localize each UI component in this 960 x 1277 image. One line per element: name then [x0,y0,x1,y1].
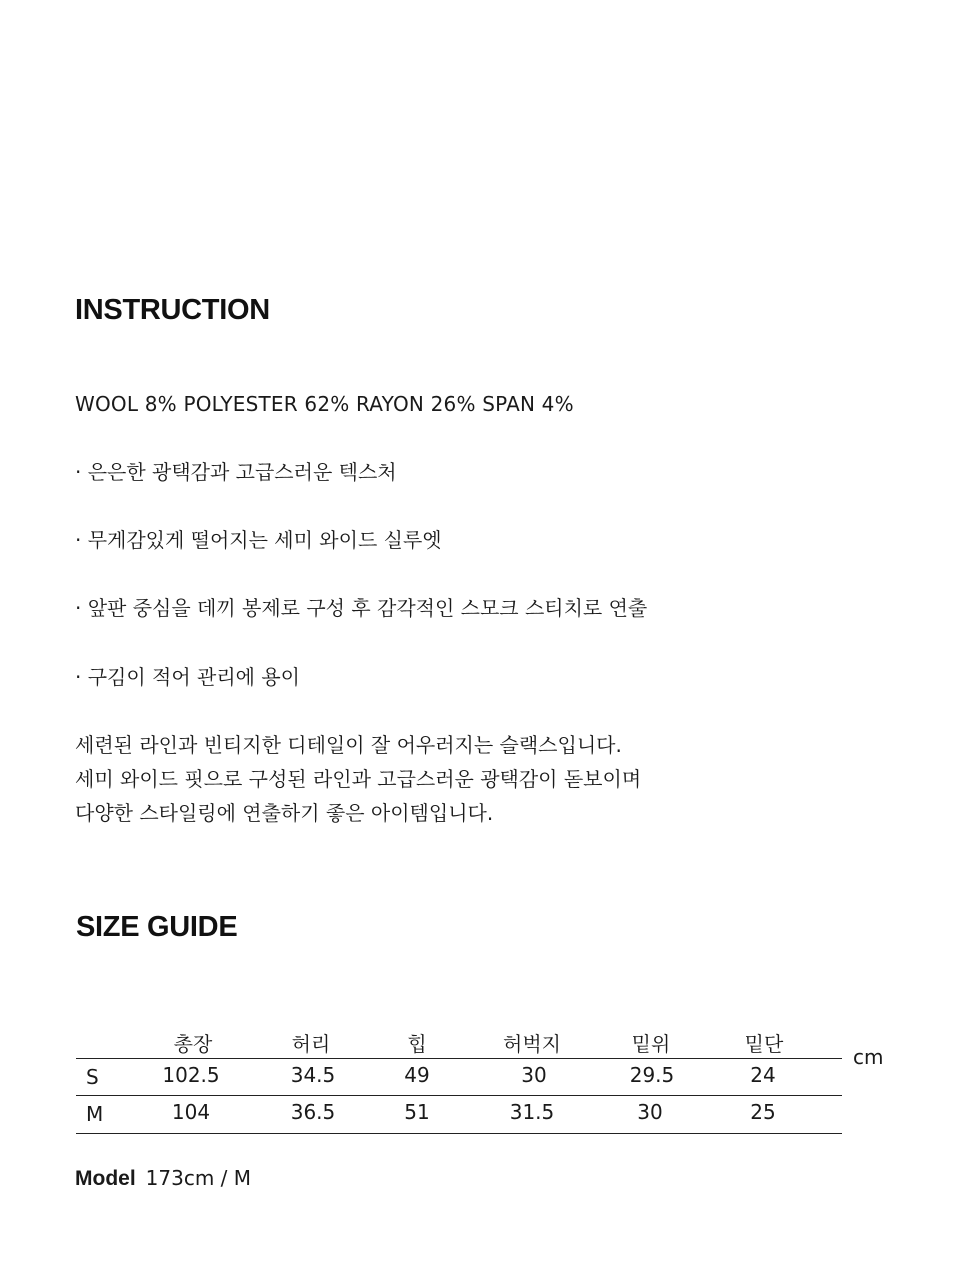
size-label: S [86,1065,99,1089]
column-header: 밑위 [631,1032,671,1056]
table-cell: 30 [521,1063,547,1087]
table-cell: 49 [404,1063,430,1087]
model-value: 173cm / M [145,1166,252,1190]
description-line: 세련된 라인과 빈티지한 디테일이 잘 어우러지는 슬랙스입니다. [75,733,622,757]
feature-bullet: · 구김이 적어 관리에 용이 [75,665,300,689]
feature-bullet: · 앞판 중심을 데끼 봉제로 구성 후 감각적인 스모크 스티치로 연출 [75,596,648,620]
model-label: Model [75,1167,136,1190]
table-cell: 24 [750,1063,776,1087]
size-table [76,1026,842,1134]
size-table-header [76,1026,842,1059]
table-cell: 34.5 [290,1063,336,1087]
table-cell: 102.5 [162,1063,220,1087]
table-row [76,1096,842,1134]
unit-label: cm [853,1045,884,1069]
column-header: 힙 [407,1032,427,1056]
description-line: 다양한 스타일링에 연출하기 좋은 아이템입니다. [75,801,494,825]
column-header: 총장 [173,1032,213,1056]
table-cell: 36.5 [290,1100,336,1124]
size-guide-title: SIZE GUIDE [76,911,238,943]
column-header: 밑단 [744,1032,784,1056]
description-line: 세미 와이드 핏으로 구성된 라인과 고급스러운 광택감이 돋보이며 [75,767,642,791]
fabric-composition: WOOL 8% POLYESTER 62% RAYON 26% SPAN 4% [75,392,574,416]
product-description [75,733,641,835]
instruction-title: INSTRUCTION [75,294,270,326]
column-header: 허벅지 [503,1032,561,1056]
model-info [75,1166,251,1191]
table-row [76,1059,842,1096]
table-cell: 29.5 [629,1063,675,1087]
column-header: 허리 [291,1032,331,1056]
table-cell: 25 [750,1100,776,1124]
size-label: M [86,1102,104,1126]
feature-bullet: · 은은한 광택감과 고급스러운 텍스처 [75,460,397,484]
table-cell: 30 [637,1100,663,1124]
feature-bullet: · 무게감있게 떨어지는 세미 와이드 실루엣 [75,528,442,552]
table-cell: 31.5 [509,1100,555,1124]
table-cell: 104 [171,1100,211,1124]
table-cell: 51 [404,1100,430,1124]
